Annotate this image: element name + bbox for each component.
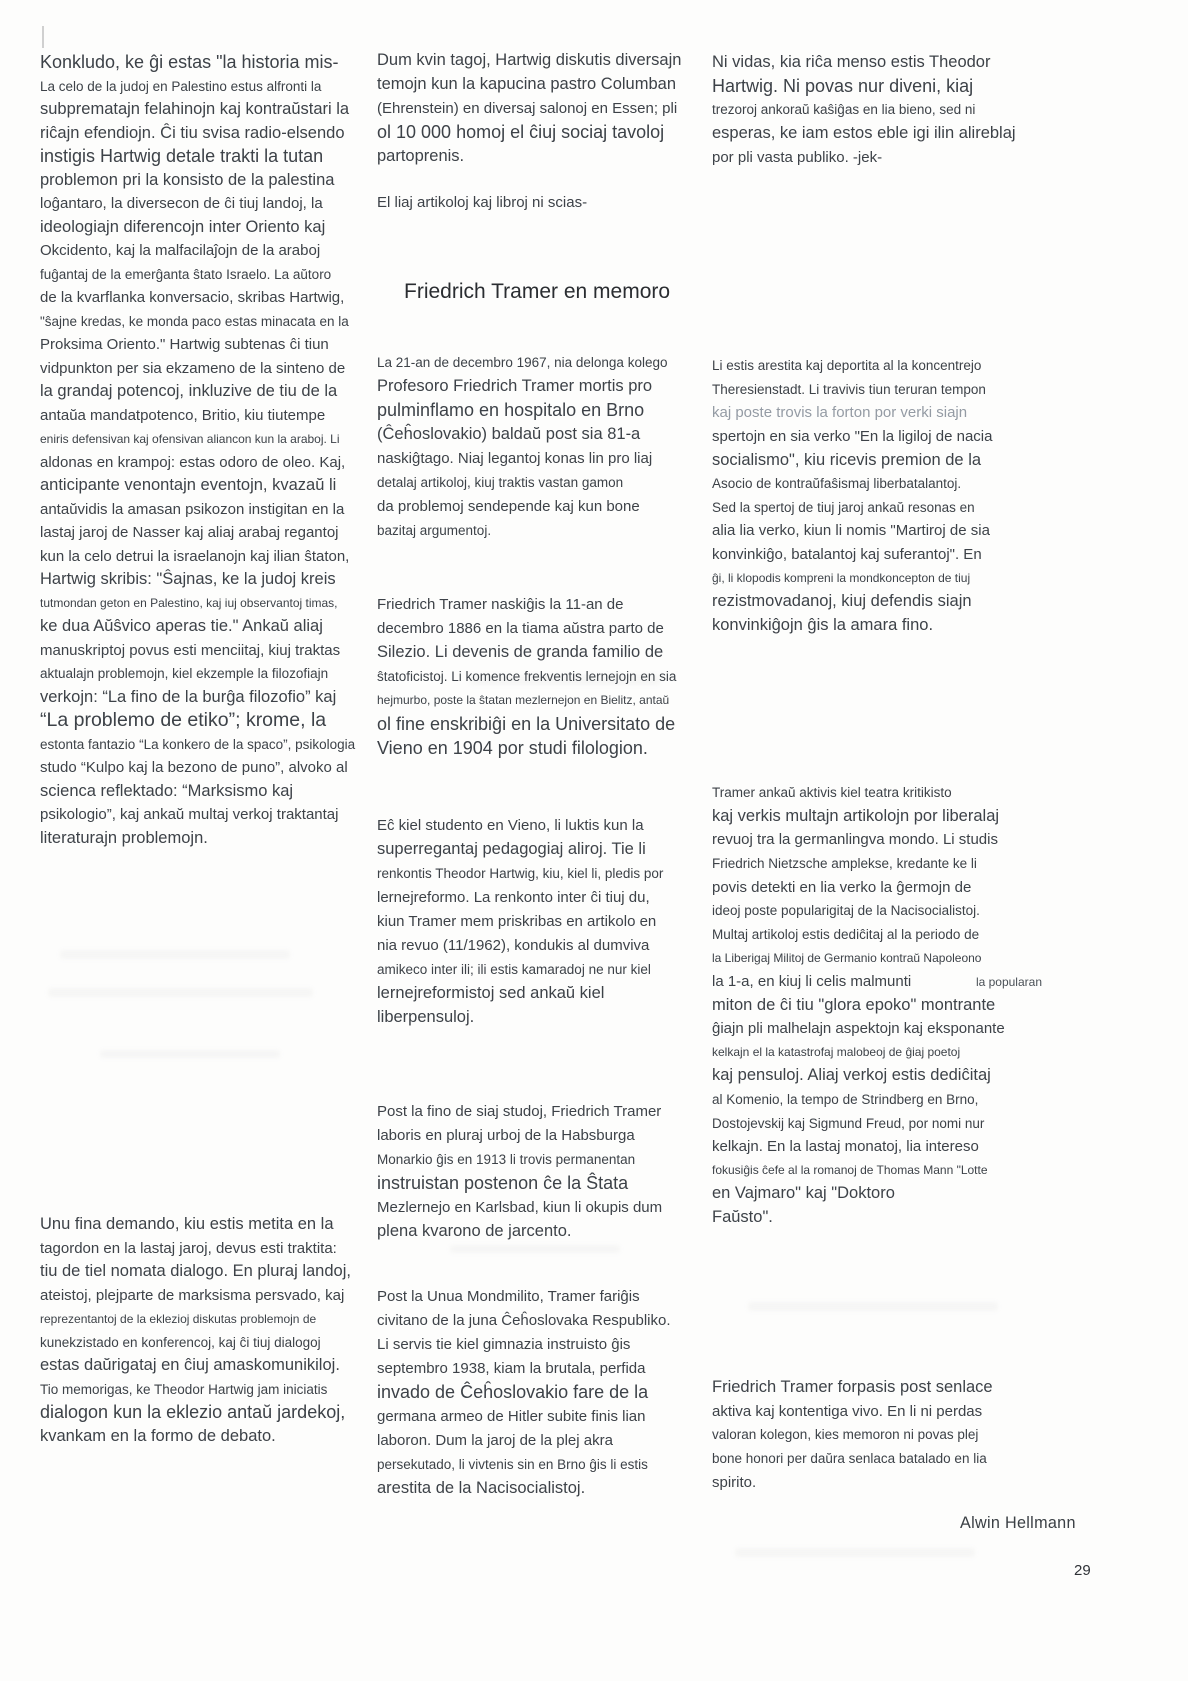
- scan-artifact-smudge: [60, 950, 290, 959]
- text-line: lernejreformo. La renkonto inter ĉi tiuj du,: [377, 888, 650, 906]
- text-line: kiun Tramer mem priskribas en artikolo en: [377, 912, 657, 930]
- text-line: ol 10 000 homoj el ĉiuj sociaj tavoloj: [377, 121, 665, 142]
- paragraph: [377, 350, 701, 542]
- text-line: spertojn en sia verko "En la ligiloj de nacia: [712, 428, 993, 446]
- text-line: esperas, ke iam estos eble igi ilin alireblaj: [712, 124, 1016, 143]
- text-line: bone honori per daŭra senlaca batalado en lia: [712, 1451, 987, 1467]
- text-line: persekutado, li vivtenis sin en Brno ĝis li estis: [377, 1456, 648, 1472]
- text-line: Faŭsto".: [712, 1207, 773, 1226]
- text-line: dialogon kun la eklezio antaŭ jardekoj,: [40, 1402, 346, 1423]
- text-line: loĝantaro, la diversecon de ĉi tiuj landoj, la: [40, 195, 323, 213]
- paragraph: [712, 354, 1044, 637]
- text-line: Li estis arestita kaj deportita al la koncentrejo: [712, 358, 982, 374]
- text-line: revuoj tra la germanlingva mondo. Li studis: [712, 831, 998, 849]
- text-line: ke dua Aŭŝvico aperas tie." Ankaŭ aliaj: [40, 617, 323, 636]
- text-line: eniris defensivan kaj ofensivan aliancon kun la araboj. Li: [40, 431, 340, 446]
- text-line: bazitaj argumentoj.: [377, 522, 492, 538]
- text-line: por pli vasta publiko. -jek-: [712, 148, 883, 166]
- text-line: aktualajn problemojn, kiel ekzemple la filozofiajn: [40, 666, 329, 682]
- paragraph: [712, 781, 1044, 1229]
- text-line: la Liberigaj Militoj de Germanio kontraŭ Napoleono: [712, 950, 982, 965]
- text-line: reprezentantoj de la eklezioj diskutas problemojn de: [40, 1311, 317, 1326]
- text-line: hejmurbo, poste la ŝtatan mezlernejon en Bielitz, antaŭ: [377, 693, 670, 707]
- text-line: problemon pri la konsisto de la palestina: [40, 170, 335, 189]
- text-line: Dum kvin tagoj, Hartwig diskutis diversajn: [377, 50, 682, 69]
- text-line: lernejreformistoj sed ankaŭ kiel: [377, 983, 605, 1002]
- text-line: partoprenis.: [377, 146, 465, 165]
- text-line: kaj poste trovis la forton por verki siajn: [712, 404, 968, 422]
- text-line: spirito.: [712, 1473, 757, 1491]
- text-line: [712, 970, 1044, 994]
- text-line: La celo de la judoj en Palestino estus alfronti la: [40, 78, 322, 94]
- text-line: trezoroj ankoraŭ kaŝiĝas en lia bieno, sed ni: [712, 102, 976, 118]
- text-line: konvinkiĝojn ĝis la amara fino.: [712, 615, 934, 634]
- paragraph: [377, 48, 701, 168]
- text-line: antaŭvidis la amasan psikozon instigitan en la: [40, 500, 345, 518]
- author-signature: Alwin Hellmann: [960, 1514, 1076, 1532]
- text-line: renkontis Theodor Hartwig, kiu, kiel li, pledis por: [377, 865, 664, 881]
- text-line: Eĉ kiel studento en Vieno, li luktis kun la: [377, 816, 644, 834]
- text-line: Theresienstadt. Li travivis tiun teruran tempon: [712, 381, 986, 397]
- paragraph: [712, 1376, 1044, 1494]
- text-line: Tramer ankaŭ aktivis kiel teatra kritikisto: [712, 785, 952, 801]
- scan-artifact-smudge: [748, 1302, 998, 1311]
- text-line: kvankam en la formo de debato.: [40, 1426, 276, 1445]
- text-line: laboris en pluraj urboj de la Habsburga: [377, 1126, 635, 1144]
- text-line: antaŭa mandatpotenco, Britio, kiu tiutempe: [40, 406, 326, 424]
- text-line: decembro 1886 en la tiama aŭstra parto de: [377, 619, 664, 637]
- text-line: superregantaj pedagogiaj aliroj. Tie li: [377, 839, 646, 858]
- text-line: miton de ĉi tiu "glora epoko" montrante: [712, 995, 996, 1014]
- text-line: kaj verkis multajn artikolojn por liberalaj: [712, 806, 1000, 825]
- paragraph: [377, 813, 701, 1029]
- paragraph: [712, 51, 1044, 169]
- text-line-part: la popularan: [975, 974, 1042, 989]
- text-line: Ni vidas, kia riĉa menso estis Theodor: [712, 53, 991, 72]
- text-line: Multaj artikoloj estis dediĉitaj al la periodo de: [712, 926, 980, 942]
- text-line: naskiĝtago. Niaj legantoj konas lin pro liaj: [377, 449, 653, 467]
- text-line: (Ehrenstein) en diversaj salonoj en Essen; pli: [377, 99, 678, 117]
- text-line: tagordon en la lastaj jaroj, devus esti traktita:: [40, 1239, 337, 1257]
- text-line: anticipante venontajn eventojn, kvazaŭ li: [40, 476, 337, 495]
- text-line-part: la 1-a, en kiuj li celis malmunti: [712, 973, 912, 991]
- text-line: lastaj jaroj de Nasser kaj aliaj arabaj regantoj: [40, 524, 339, 542]
- text-line: Profesoro Friedrich Tramer mortis pro: [377, 376, 653, 395]
- text-line: kelkajn. En la lastaj monatoj, lia intereso: [712, 1138, 979, 1156]
- text-line: manuskriptoj povus esti menciitaj, kiuj traktas: [40, 641, 341, 659]
- scan-artifact-smudge: [48, 988, 313, 997]
- text-line: “La problemo de etiko”; krome, la: [40, 709, 327, 732]
- scan-artifact-smudge: [450, 1245, 620, 1253]
- text-line: temojn kun la kapucina pastro Columban: [377, 74, 677, 93]
- text-line: detalaj artikoloj, kiuj traktis vastan gamon: [377, 474, 624, 490]
- text-line: La 21-an de decembro 1967, nia delonga kolego: [377, 354, 668, 370]
- text-line: El liaj artikoloj kaj libroj ni scias-: [377, 193, 588, 211]
- text-line: valoran kolegon, kies memoron ni povas plej: [712, 1427, 979, 1443]
- text-line: estonta fantazio “La konkero de la spaco”, psikologia: [40, 736, 356, 752]
- text-line: literaturajn problemojn.: [40, 828, 208, 847]
- page-number: 29: [1074, 1562, 1091, 1579]
- text-line: ĝi, li klopodis kompreni la mondkoncepton de tiuj: [712, 571, 971, 586]
- text-line: Proksima Oriento." Hartwig subtenas ĉi tiun: [40, 336, 329, 354]
- text-line: Post la Unua Mondmilito, Tramer fariĝis: [377, 1287, 640, 1305]
- article-title: Friedrich Tramer en memoro: [404, 280, 671, 303]
- text-line: Konkludo, ke ĝi estas "la historia mis-: [40, 52, 339, 73]
- text-line: al Komenio, la tempo de Strindberg en Brno,: [712, 1092, 979, 1108]
- text-line: instigis Hartwig detale trakti la tutan: [40, 146, 324, 167]
- paragraph: [377, 1099, 701, 1243]
- text-line: Tio memorigas, ke Theodor Hartwig jam iniciatis: [40, 1381, 328, 1397]
- text-line: Li servis tie kiel gimnazia instruisto ĝis: [377, 1335, 631, 1353]
- text-line: la grandaj potencoj, inkluzive de tiu de la: [40, 382, 338, 401]
- text-line: Silezio. Li devenis de granda familio de: [377, 642, 664, 661]
- text-line: fuĝantaj de la emerĝanta ŝtato Israelo. La aŭtoro: [40, 266, 332, 282]
- text-line: da problemoj sendepende kaj kun bone: [377, 497, 640, 515]
- text-line: kaj pensuloj. Aliaj verkoj estis dediĉitaj: [712, 1066, 991, 1085]
- scan-artifact-smudge: [470, 675, 660, 685]
- text-line: alia lia verko, kiun li nomis "Martiroj de sia: [712, 522, 990, 540]
- text-line: (Ĉeĥoslovakio) baldaŭ post sia 81-a: [377, 424, 641, 443]
- text-line: invado de Ĉeĥoslovakio fare de la: [377, 1381, 649, 1402]
- text-line: ŝtatoficistoj. Li komence frekventis lernejojn en sia: [377, 668, 677, 684]
- text-line: liberpensuloj.: [377, 1007, 475, 1026]
- text-line: Friedrich Nietzsche amplekse, kredante ke li: [712, 856, 977, 872]
- text-line: studo “Kulpo kaj la bezono de puno”, alvoko al: [40, 759, 348, 777]
- text-line: kunekzistado en konferencoj, kaj ĉi tiuj dialogoj: [40, 1334, 321, 1350]
- text-line: aktiva kaj kontentiga vivo. En li ni perdas: [712, 1402, 983, 1420]
- text-line: ateistoj, plejparte de marksisma persvado, kaj: [40, 1286, 345, 1304]
- text-line: verkojn: “La fino de la burĝa filozofio” kaj: [40, 687, 337, 706]
- text-line: Hartwig. Ni povas nur diveni, kiaj: [712, 75, 974, 96]
- text-line: tiu de tiel nomata dialogo. En pluraj landoj,: [40, 1262, 351, 1281]
- text-line: psikologio”, kaj ankaŭ multaj verkoj traktantaj: [40, 806, 339, 824]
- text-line: laboron. Dum la jaroj de la plej akra: [377, 1431, 613, 1449]
- text-line: amikeco inter ili; ili estis kamaradoj ne nur kiel: [377, 961, 651, 977]
- text-line: estas daŭrigataj en ĉiuj amaskomunikiloj.: [40, 1356, 340, 1375]
- text-line: povis detekti en lia verko la ĝermojn de: [712, 878, 972, 896]
- text-line: riĉajn efendiojn. Ĉi tiu svisa radio-elsendo: [40, 123, 345, 142]
- paragraph: [377, 1284, 701, 1500]
- text-line: Monarkio ĝis en 1913 li trovis permanentan: [377, 1151, 636, 1167]
- text-line: fokusiĝis ĉefe al la romanoj de Thomas Mann "Lotte: [712, 1163, 988, 1178]
- text-line: septembro 1938, kiam la brutala, perfida: [377, 1359, 646, 1377]
- text-line: vidpunkton per sia ekzameno de la sinteno de: [40, 359, 346, 377]
- text-line: rezistmovadanoj, kiuj defendis siajn: [712, 592, 972, 611]
- text-line: pulminflamo en hospitalo en Brno: [377, 399, 645, 420]
- text-line: Hartwig skribis: "Ŝajnas, ke la judoj kreis: [40, 570, 336, 589]
- text-line: Friedrich Tramer forpasis post senlace: [712, 1378, 993, 1397]
- text-line: aldonas en krampoj: estas odoro de oleo. Kaj,: [40, 453, 346, 471]
- text-line: de la kvarflanka konversacio, skribas Hartwig,: [40, 289, 345, 307]
- text-line: Okcidento, kaj la malfacilaĵojn de la araboj: [40, 242, 321, 260]
- scan-artifact-tick: [42, 26, 44, 48]
- paragraph: [377, 190, 701, 214]
- text-line: Unu fina demando, kiu estis metita en la: [40, 1215, 334, 1234]
- text-line: germana armeo de Hitler subite finis lian: [377, 1407, 646, 1425]
- paragraph: [40, 1213, 360, 1448]
- text-line: kelkajn el la katastrofaj malobeoj de ĝiaj poetoj: [712, 1045, 961, 1060]
- text-line: kun la celo detrui la israelanojn kaj ilian ŝtaton,: [40, 547, 350, 565]
- text-line: "ŝajne kredas, ke monda paco estas minacata en la: [40, 313, 349, 329]
- scan-artifact-smudge: [100, 1050, 280, 1058]
- text-line: Dostojevskij kaj Sigmund Freud, por nomi nur: [712, 1115, 985, 1131]
- scan-artifact-smudge: [735, 1548, 975, 1557]
- paragraph: [40, 51, 360, 850]
- text-line: Post la fino de siaj studoj, Friedrich Tramer: [377, 1102, 662, 1120]
- text-line: Asocio de kontraŭfaŝismaj liberbatalantoj.: [712, 476, 962, 492]
- text-line: konvinkiĝo, batalantoj kaj suferantoj". En: [712, 546, 982, 564]
- text-line: ol fine enskribiĝi en la Universitato de: [377, 713, 676, 734]
- text-line: socialismo", kiu ricevis premion de la: [712, 450, 982, 469]
- text-line: tutmondan geton en Palestino, kaj iuj observantoj timas,: [40, 596, 338, 611]
- text-line: ideologiajn diferencojn inter Oriento kaj: [40, 217, 326, 236]
- text-line: arestita de la Nacisocialistoj.: [377, 1478, 586, 1497]
- text-line: Mezlernejo en Karlsbad, kiun li okupis dum: [377, 1198, 663, 1216]
- text-line: civitano de la juna Ĉeĥoslovaka Respubliko.: [377, 1311, 671, 1329]
- text-line: instruistan postenon ĉe la Ŝtata: [377, 1172, 629, 1193]
- text-line: Friedrich Tramer naskiĝis la 11-an de: [377, 595, 624, 613]
- text-line: ĝiajn pli malhelajn aspektojn kaj eksponante: [712, 1020, 1005, 1038]
- text-line: ideoj poste popularigitaj de la Nacisocialistoj.: [712, 903, 980, 919]
- text-line: subprematajn felahinojn kaj kontraŭstari la: [40, 100, 350, 119]
- text-line: Vieno en 1904 por studi filologion.: [377, 737, 648, 758]
- text-line: scienca reflektado: “Marksismo kaj: [40, 781, 294, 800]
- text-line: en Vajmaro" kaj "Doktoro: [712, 1184, 895, 1203]
- text-line: Sed la spertoj de tiuj jaroj ankaŭ resonas en: [712, 499, 975, 515]
- text-line: nia revuo (11/1962), kondukis al dumviva: [377, 936, 650, 954]
- text-line: plena kvarono de jarcento.: [377, 1221, 572, 1240]
